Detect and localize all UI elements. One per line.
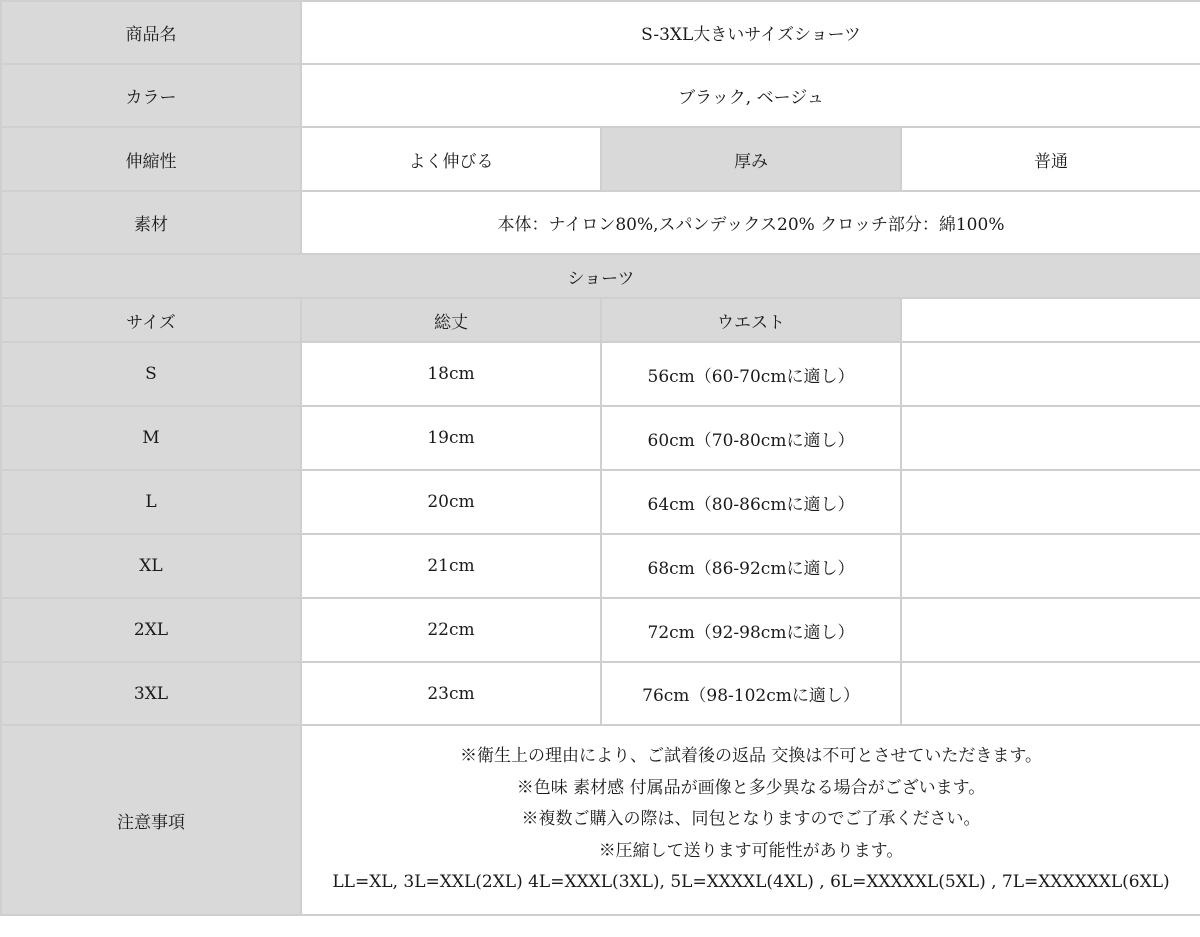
- notes-content: [301, 725, 1200, 915]
- note-line: ※複数ご購入の際は、同包となりますのでご了承ください。: [521, 809, 981, 830]
- size-cell: 2XL: [1, 598, 301, 662]
- size-cell: 3XL: [1, 662, 301, 725]
- waist-cell: 76cm（98-102cmに適し）: [601, 662, 901, 725]
- size-header-row: [1, 298, 1200, 342]
- waist-cell: 56cm（60-70cmに適し）: [601, 342, 901, 406]
- product-name-value: S-3XL大きいサイズショーツ: [301, 1, 1200, 64]
- size-cell: L: [1, 470, 301, 534]
- empty-cell: [901, 534, 1200, 598]
- size-header-empty: [901, 298, 1200, 342]
- size-cell: XL: [1, 534, 301, 598]
- length-cell: 19cm: [301, 406, 601, 470]
- stretch-option-thick: 厚み: [601, 127, 901, 191]
- material-value: 本体：ナイロン80%,スパンデックス20% クロッチ部分：綿100%: [301, 191, 1200, 254]
- product-name-label: 商品名: [1, 1, 301, 64]
- length-cell: 23cm: [301, 662, 601, 725]
- material-row: [1, 191, 1200, 254]
- color-row: [1, 64, 1200, 127]
- table-row: [1, 342, 1200, 406]
- note-line: ※衛生上の理由により、ご試着後の返品 交換は不可とさせていただきます。: [459, 746, 1043, 767]
- product-name-row: [1, 1, 1200, 64]
- table-row: [1, 534, 1200, 598]
- empty-cell: [901, 342, 1200, 406]
- empty-cell: [901, 598, 1200, 662]
- notes-row: [1, 725, 1200, 915]
- size-header-waist: ウエスト: [601, 298, 901, 342]
- empty-cell: [901, 662, 1200, 725]
- note-line: ※圧縮して送ります可能性があります。: [598, 840, 904, 861]
- stretch-row: [1, 127, 1200, 191]
- table-row: [1, 406, 1200, 470]
- length-cell: 18cm: [301, 342, 601, 406]
- table-row: [1, 470, 1200, 534]
- waist-cell: 68cm（86-92cmに適し）: [601, 534, 901, 598]
- length-cell: 20cm: [301, 470, 601, 534]
- note-line: LL=XL, 3L=XXL(2XL) 4L=XXXL(3XL), 5L=XXXXL(4XL) , 6L=XXXXXL(5XL) , 7L=XXXXXXL(6XL): [332, 872, 1170, 893]
- color-label: カラー: [1, 64, 301, 127]
- length-cell: 22cm: [301, 598, 601, 662]
- table-row: [1, 598, 1200, 662]
- waist-cell: 64cm（80-86cmに適し）: [601, 470, 901, 534]
- size-header-length: 総丈: [301, 298, 601, 342]
- stretch-option-normal: 普通: [901, 127, 1200, 191]
- waist-cell: 72cm（92-98cmに適し）: [601, 598, 901, 662]
- size-cell: S: [1, 342, 301, 406]
- size-section-title-row: [1, 254, 1200, 298]
- material-label: 素材: [1, 191, 301, 254]
- note-line: ※色味 素材感 付属品が画像と多少異なる場合がございます。: [516, 777, 986, 798]
- size-cell: M: [1, 406, 301, 470]
- size-header-size: サイズ: [1, 298, 301, 342]
- empty-cell: [901, 406, 1200, 470]
- empty-cell: [901, 470, 1200, 534]
- stretch-option-high: よく伸びる: [301, 127, 601, 191]
- size-section-title: ショーツ: [1, 254, 1200, 298]
- stretch-label: 伸縮性: [1, 127, 301, 191]
- color-value: ブラック, ベージュ: [301, 64, 1200, 127]
- notes-label: 注意事項: [1, 725, 301, 915]
- table-row: [1, 662, 1200, 725]
- waist-cell: 60cm（70-80cmに適し）: [601, 406, 901, 470]
- length-cell: 21cm: [301, 534, 601, 598]
